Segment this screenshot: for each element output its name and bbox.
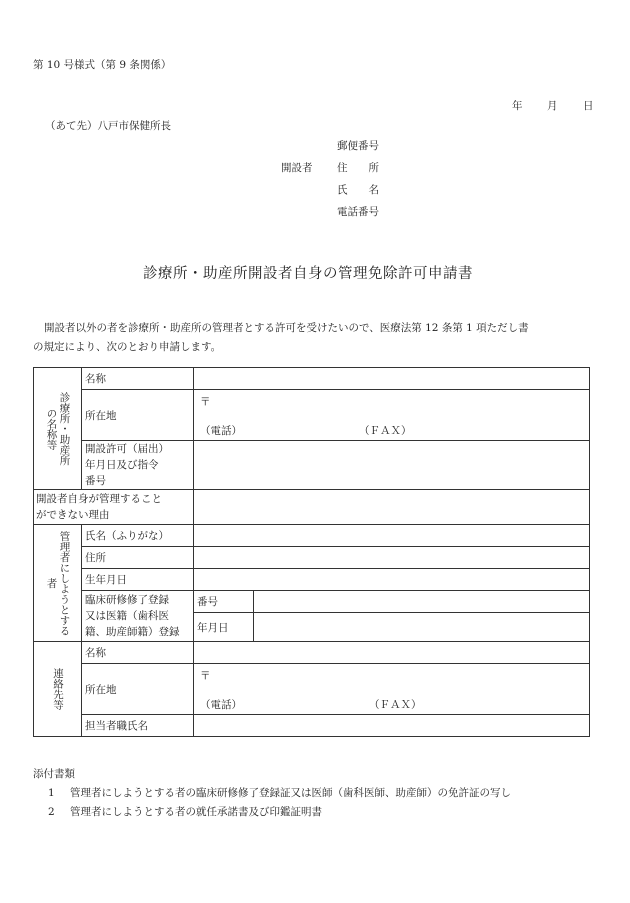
- manager-name-label: 氏名（ふりがな）: [82, 525, 194, 547]
- staff-name-label: 担当者職氏名: [82, 715, 194, 737]
- section-facility-header: [34, 368, 82, 490]
- section-facility-label: 診療所・助産所の名称等: [45, 391, 71, 466]
- body-line-1: 開設者以外の者を診療所・助産所の管理者とする許可を受けたいので、医療法第 12 条第 1 項ただし書: [44, 322, 529, 334]
- manager-name-field[interactable]: [194, 525, 590, 547]
- applicant-address-label: 住 所: [337, 162, 379, 174]
- form-number: 第 10 号様式（第 9 条関係）: [33, 59, 172, 71]
- applicant-name-label: 氏 名: [337, 184, 379, 196]
- applicant-label: 開設者: [281, 162, 313, 174]
- date-year: 年: [512, 100, 523, 112]
- addressee: （あて先）八戸市保健所長: [45, 120, 171, 132]
- staff-name-field[interactable]: [194, 715, 590, 737]
- body-text: [33, 319, 596, 357]
- registration-label-line-1: 臨床研修修了登録: [85, 594, 169, 606]
- facility-name-label: 名称: [82, 368, 194, 390]
- registration-label-line-2: 又は医籍（歯科医: [85, 610, 169, 622]
- date-day: 日: [583, 100, 594, 112]
- reason-label-line-1: 開設者自身が管理すること: [36, 493, 162, 505]
- registration-date-field[interactable]: [254, 613, 590, 642]
- manager-address-label: 住所: [82, 547, 194, 569]
- attachment-item-2: [48, 804, 322, 819]
- permit-date-label: [82, 441, 194, 490]
- manager-birth-label: 生年月日: [82, 569, 194, 591]
- section-contact-label: 連絡先等: [52, 668, 64, 710]
- contact-phone-label: （電話）: [200, 699, 242, 711]
- contact-location-label: 所在地: [82, 664, 194, 715]
- facility-location-label: 所在地: [82, 390, 194, 441]
- permit-label-line-3: 番号: [85, 475, 106, 487]
- section-manager-label: 管理者にしようとする者: [45, 530, 71, 636]
- facility-postal-mark: 〒: [200, 396, 211, 408]
- manager-address-field[interactable]: [194, 547, 590, 569]
- permit-label-line-1: 開設許可（届出）: [85, 443, 169, 455]
- facility-name-field[interactable]: [194, 368, 590, 390]
- reason-label: [34, 490, 194, 525]
- permit-label-line-2: 年月日及び指令: [85, 459, 159, 471]
- attachment-num-2: 2: [48, 806, 55, 818]
- contact-location-field[interactable]: [194, 664, 590, 715]
- facility-fax-label: （ＦＡＸ）: [359, 425, 412, 437]
- document-title: 診療所・助産所開設者自身の管理免除許可申請書: [143, 266, 473, 282]
- contact-postal-mark: 〒: [200, 670, 211, 682]
- applicant-postal-label: 郵便番号: [337, 140, 379, 152]
- permit-date-field[interactable]: [194, 441, 590, 490]
- contact-name-label: 名称: [82, 642, 194, 664]
- registration-number-label: 番号: [194, 591, 254, 613]
- registration-label: [82, 591, 194, 642]
- date-month: 月: [547, 100, 558, 112]
- contact-fax-label: （ＦＡＸ）: [369, 699, 422, 711]
- registration-number-field[interactable]: [254, 591, 590, 613]
- attachment-text-2: 管理者にしようとする者の就任承諾書及び印鑑証明書: [70, 806, 323, 818]
- attachments-heading: 添付書類: [33, 768, 75, 780]
- attachment-item-1: [48, 785, 511, 800]
- contact-name-field[interactable]: [194, 642, 590, 664]
- registration-date-label: 年月日: [194, 613, 254, 642]
- body-line-2: の規定により、次のとおり申請します。: [33, 341, 222, 353]
- registration-label-line-3: 籍、助産師籍）登録: [85, 626, 180, 638]
- manager-birth-field[interactable]: [194, 569, 590, 591]
- application-table: [33, 367, 590, 737]
- facility-phone-label: （電話）: [200, 425, 242, 437]
- reason-field[interactable]: [194, 490, 590, 525]
- section-contact-header: [34, 642, 82, 737]
- facility-location-field[interactable]: [194, 390, 590, 441]
- reason-label-line-2: ができない理由: [36, 509, 110, 521]
- attachment-num-1: 1: [48, 787, 55, 799]
- attachment-text-1: 管理者にしようとする者の臨床研修修了登録証又は医師（歯科医師、助産師）の免許証の写し: [70, 787, 512, 799]
- applicant-phone-label: 電話番号: [337, 206, 379, 218]
- section-manager-header: [34, 525, 82, 642]
